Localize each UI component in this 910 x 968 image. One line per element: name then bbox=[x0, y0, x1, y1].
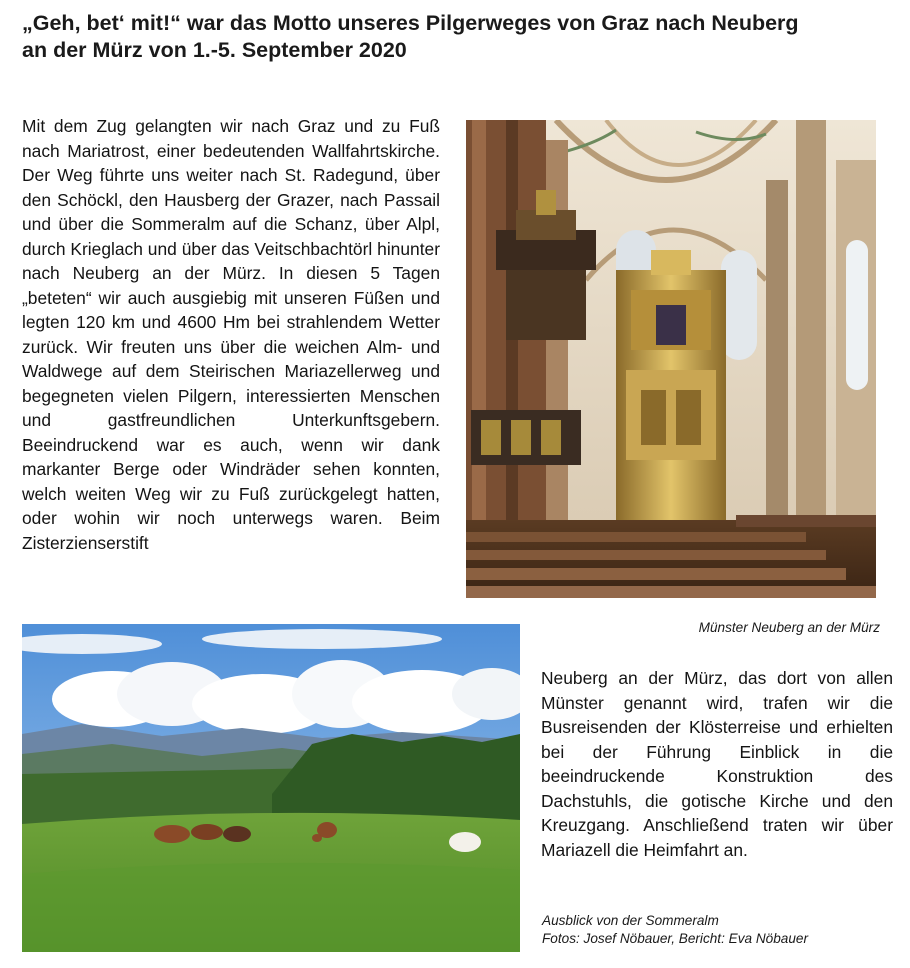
body-text-right: Neuberg an der Mürz, das dort von allen Münster genannt wird, trafen wir die Busreisenden der Klösterreise und erhielten bei der Führung Einblick in die beeindruckende Konstruktion des Dachstuhls, die gotische Kirche und den Kreuzgang. Anschließend traten wir über Mariazell die Heimfahrt an. bbox=[541, 668, 893, 860]
church-interior-photo bbox=[466, 120, 876, 598]
article-title bbox=[22, 10, 902, 64]
body-text-left: Mit dem Zug gelangten wir nach Graz und zu Fuß nach Mariatrost, einer bedeutenden Wallfahrtskirche. Der Weg führte uns weiter nach St. Radegund, über den Schöckl, den Hausberg der Grazer, nach Passail und über die Sommeralm auf die Schanz, über Alpl, durch Krieglach und über das Veitschbachtörl hinunter nach Neuberg an der Mürz. In diesen 5 Tagen „beteten“ wir auch ausgiebig mit unseren Füßen und legten 120 km und 4600 Hm bei strahlendem Wetter zurück. Wir freuten uns über die weichen Alm- und Waldwege auf dem Steirischen Mariazellerweg und begegneten vielen Pilgern, interessierten Menschen und gastfreundlichen Unterkunftsgebern. Beeindruckend war es auch, wenn wir dank markanter Berge oder Windräder sehen konnten, welch weiten Weg wir zu Fuß zurückgelegt hatten, oder wohin wir noch unterwegs waren. Beim Zisterzienserstift bbox=[22, 116, 440, 553]
title-line-1: „Geh, bet‘ mit!“ war das Motto unseres Pilgerweges von Graz nach Neuberg bbox=[22, 11, 799, 35]
sommeralm-landscape-photo bbox=[22, 624, 520, 952]
alm-photo-caption: Ausblick von der Sommeralm bbox=[542, 913, 719, 928]
church-photo-caption: Münster Neuberg an der Mürz bbox=[698, 620, 880, 635]
caption-block bbox=[542, 912, 808, 948]
photo-credits: Fotos: Josef Nöbauer, Bericht: Eva Nöbauer bbox=[542, 931, 808, 946]
title-line-2: an der Mürz von 1.-5. September 2020 bbox=[22, 38, 407, 62]
